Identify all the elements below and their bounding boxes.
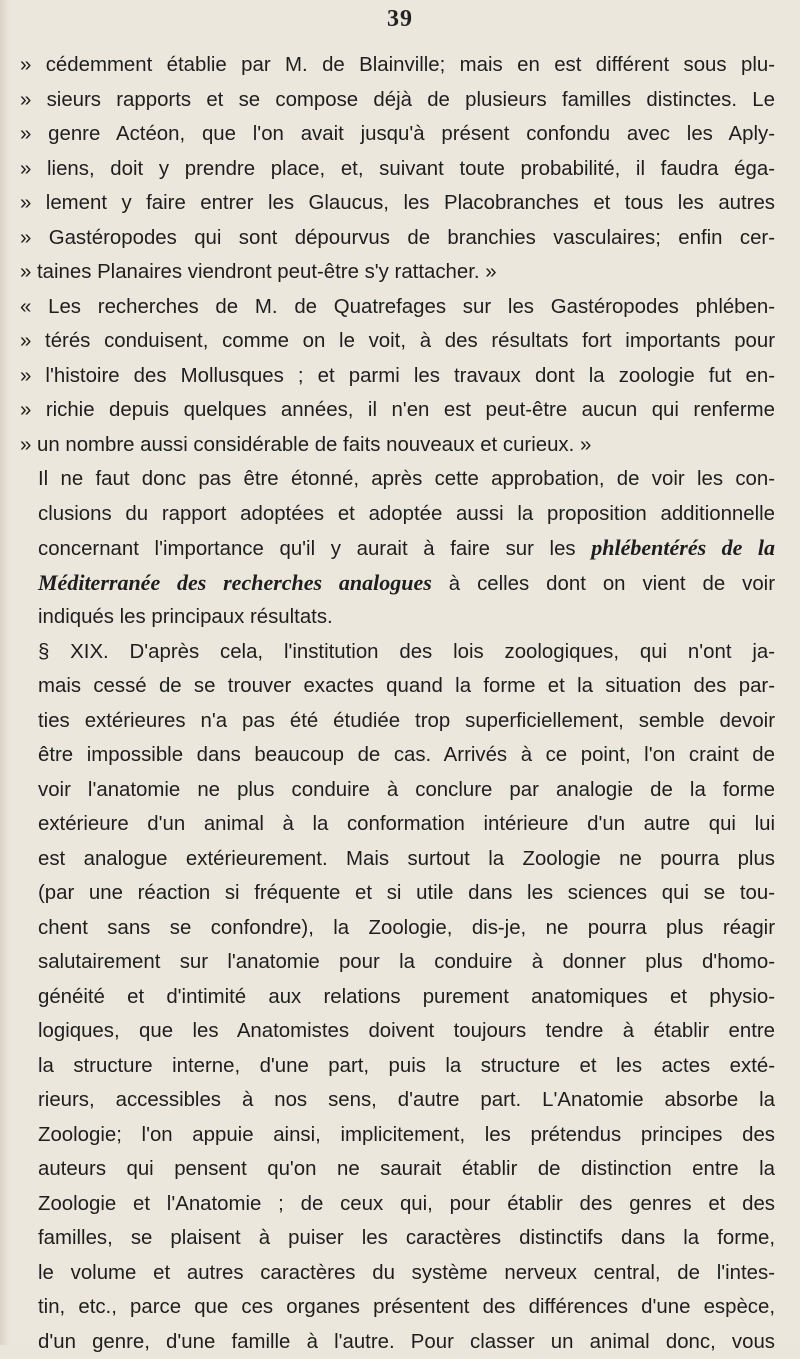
italic-term: Méditerranée des recherches analogues bbox=[38, 570, 432, 595]
text-line: rieurs, accessibles à nos sens, d'autre part. L'Anatomie absorbe la bbox=[20, 1083, 775, 1118]
text-line: d'un genre, d'une famille à l'autre. Pour classer un animal donc, vous bbox=[20, 1325, 775, 1359]
text-line: Zoologie; l'on appuie ainsi, implicitement, les prétendus principes des bbox=[20, 1118, 775, 1153]
text-line: Il ne faut donc pas être étonné, après cette approbation, de voir les con- bbox=[20, 462, 775, 497]
text-line: clusions du rapport adoptées et adoptée aussi la proposition additionnelle bbox=[20, 497, 775, 532]
text-segment: à celles dont on vient de voir bbox=[449, 573, 775, 595]
text-line: la structure interne, d'une part, puis la structure et les actes exté- bbox=[20, 1049, 775, 1084]
text-line: » l'histoire des Mollusques ; et parmi les travaux dont la zoologie fut en- bbox=[20, 359, 775, 394]
text-line: Zoologie et l'Anatomie ; de ceux qui, pour établir des genres et des bbox=[20, 1187, 775, 1222]
text-line: tin, etc., parce que ces organes présentent des différences d'une espèce, bbox=[20, 1290, 775, 1325]
text-line: » genre Actéon, que l'on avait jusqu'à présent confondu avec les Aply- bbox=[20, 117, 775, 152]
text-line: mais cessé de se trouver exactes quand la forme et la situation des par- bbox=[20, 669, 775, 704]
text-line: » taines Planaires viendront peut-être s'y rattacher. » bbox=[20, 255, 775, 290]
text-line: » lement y faire entrer les Glaucus, les Placobranches et tous les autres bbox=[20, 186, 775, 221]
text-line: (par une réaction si fréquente et si utile dans les sciences qui se tou- bbox=[20, 876, 775, 911]
text-line-mixed bbox=[20, 531, 775, 566]
text-line: » un nombre aussi considérable de faits nouveaux et curieux. » bbox=[20, 428, 775, 463]
section-heading-line: § XIX. D'après cela, l'institution des lois zoologiques, qui n'ont ja- bbox=[20, 635, 775, 670]
text-line-mixed bbox=[20, 566, 775, 601]
text-line: » cédemment établie par M. de Blainville; mais en est différent sous plu- bbox=[20, 48, 775, 83]
gutter-shadow bbox=[0, 0, 10, 1345]
text-line: » térés conduisent, comme on le voit, à des résultats fort importants pour bbox=[20, 324, 775, 359]
text-line: » richie depuis quelques années, il n'en est peut-être aucun qui renferme bbox=[20, 393, 775, 428]
text-line: généité et d'intimité aux relations purement anatomiques et physio- bbox=[20, 980, 775, 1015]
text-line: » sieurs rapports et se compose déjà de plusieurs familles distinctes. Le bbox=[20, 83, 775, 118]
text-line: est analogue extérieurement. Mais surtout la Zoologie ne pourra plus bbox=[20, 842, 775, 877]
text-segment: concernant l'importance qu'il y aurait à faire sur les bbox=[38, 538, 576, 560]
text-line: chent sans se confondre), la Zoologie, dis-je, ne pourra plus réagir bbox=[20, 911, 775, 946]
text-line: le volume et autres caractères du système nerveux central, de l'intes- bbox=[20, 1256, 775, 1291]
text-line: extérieure d'un animal à la conformation intérieure d'un autre qui lui bbox=[20, 807, 775, 842]
text-line: voir l'anatomie ne plus conduire à conclure par analogie de la forme bbox=[20, 773, 775, 808]
text-line: auteurs qui pensent qu'on ne saurait établir de distinction entre la bbox=[20, 1152, 775, 1187]
body-text bbox=[20, 48, 775, 1359]
text-line: indiqués les principaux résultats. bbox=[20, 600, 775, 635]
text-line: familles, se plaisent à puiser les caractères distinctifs dans la forme, bbox=[20, 1221, 775, 1256]
text-line: » liens, doit y prendre place, et, suivant toute probabilité, il faudra éga- bbox=[20, 152, 775, 187]
text-line: » Gastéropodes qui sont dépourvus de branchies vasculaires; enfin cer- bbox=[20, 221, 775, 256]
text-line: « Les recherches de M. de Quatrefages sur les Gastéropodes phlében- bbox=[20, 290, 775, 325]
text-line: ties extérieures n'a pas été étudiée trop superficiellement, semble devoir bbox=[20, 704, 775, 739]
text-line: salutairement sur l'anatomie pour la conduire à donner plus d'homo- bbox=[20, 945, 775, 980]
text-line: être impossible dans beaucoup de cas. Arrivés à ce point, l'on craint de bbox=[20, 738, 775, 773]
page-number: 39 bbox=[0, 6, 800, 33]
italic-term: phlébentérés de la bbox=[591, 535, 775, 560]
text-line: logiques, que les Anatomistes doivent toujours tendre à établir entre bbox=[20, 1014, 775, 1049]
